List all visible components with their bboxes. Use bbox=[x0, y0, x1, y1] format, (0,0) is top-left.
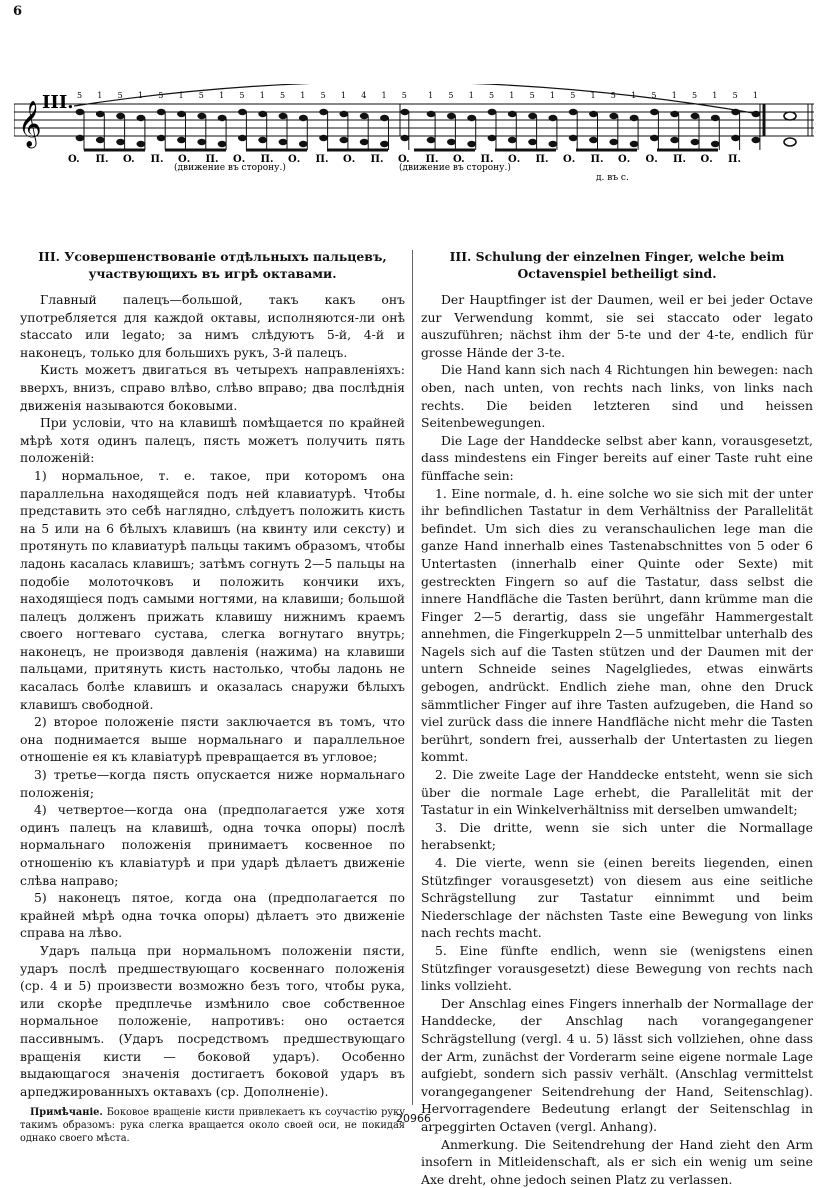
note-low bbox=[96, 137, 105, 143]
fingering-label: 5 bbox=[651, 91, 656, 100]
hand-marks-row bbox=[68, 154, 741, 165]
hand-mark: П. bbox=[426, 154, 439, 165]
hand-mark: П. bbox=[316, 154, 329, 165]
note-high bbox=[731, 109, 740, 115]
note-low bbox=[319, 135, 328, 141]
note-low bbox=[589, 137, 598, 143]
de-item-2: 2. Die zweite Lage der Handdecke entsteht, wenn sie sich über die normale Lage erhebt, die Parallelität mit der Tastatur in ein Winkelverhältniss mit derselben umwandelt; bbox=[421, 766, 813, 819]
german-column bbox=[421, 248, 813, 1188]
note-high bbox=[218, 115, 227, 121]
ru-item-4: 4) четвертое—когда она (предполагается уже хотя одинъ палецъ на клавишѣ, одна точка опоры) послѣ нормальнаго положенія принимаетъ косвенное по отношенію къ клавіатурѣ и при ударѣ дѣлаетъ движеніе слѣва направо; bbox=[20, 801, 405, 889]
hand-mark: П. bbox=[673, 154, 686, 165]
hand-mark: O. bbox=[123, 154, 135, 165]
note-low bbox=[340, 137, 349, 143]
note-high bbox=[528, 113, 537, 119]
hand-mark: П. bbox=[96, 154, 109, 165]
ru-item-1: 1) нормальное, т. е. такое, при которомъ она параллельна находящейся подъ ней клавиатурѣ. Чтобы представить это себѣ наглядно, слѣдуетъ положить кисть на 5 или на 6 бѣлыхъ клавишъ (на квинту или сексту) и протянуть по клавиатурѣ пальцы такимъ образомъ, чтобы ладонь касалась клавишъ; затѣмъ согнуть 2—5 пальцы на подобіе молоточковъ и положить кончики ихъ, находящіеся подъ самыми ногтями, на клавиши; большой палецъ долженъ прижать клавишу нижнимъ краемъ своего ногтеваго сустава, слегка вогнутаго внутрь; наконецъ, не производя давленія (нажима) на клавиши пальцами, притянуть кисть настолько, чтобы ладонь не касалась болѣе клавишъ и оказалась снаружи бѣлыхъ клавишъ свободной. bbox=[20, 467, 405, 713]
note-high bbox=[508, 111, 517, 117]
ru-paragraph-3: При условіи, что на клавишѣ помѣщается по крайней мѣрѣ хотя одинъ палецъ, пясть можетъ получить пять положеній: bbox=[20, 414, 405, 467]
note-high bbox=[650, 109, 659, 115]
music-staff bbox=[14, 84, 814, 202]
note-high bbox=[488, 109, 497, 115]
note-low bbox=[488, 135, 497, 141]
fingering-label: 1 bbox=[138, 91, 143, 100]
note-high bbox=[380, 115, 389, 121]
ru-paragraph-1: Главный палецъ—большой, такъ какъ онъ употребляется для каждой октавы, исполняются-ли онѣ staccato или legato; за нимъ слѣдуютъ 5-й, 4-й и наконецъ, только для большихъ рукъ, 3-й палецъ. bbox=[20, 291, 405, 361]
fingering-label: 1 bbox=[428, 91, 433, 100]
note-low bbox=[218, 141, 227, 147]
fingering-label: 5 bbox=[570, 91, 575, 100]
page-number: 6 bbox=[13, 4, 22, 19]
russian-heading: III. Усовершенствованіе отдѣльныхъ пальцевъ, участвующихъ въ игрѣ октавами. bbox=[20, 248, 405, 282]
note-low bbox=[400, 135, 409, 141]
note-high bbox=[340, 111, 349, 117]
note-high bbox=[467, 115, 476, 121]
hand-mark: П. bbox=[151, 154, 164, 165]
fingering-label: 5 bbox=[402, 91, 407, 100]
note-low bbox=[360, 139, 369, 145]
note-low bbox=[711, 141, 720, 147]
whole-note bbox=[784, 138, 796, 146]
column-divider bbox=[412, 250, 413, 1105]
fingering-label: 1 bbox=[712, 91, 717, 100]
note-low bbox=[137, 141, 146, 147]
fingering-label: 5 bbox=[448, 91, 453, 100]
fingering-label: 5 bbox=[199, 91, 204, 100]
fingering-label: 5 bbox=[239, 91, 244, 100]
hand-mark: П. bbox=[536, 154, 549, 165]
fingering-label: 4 bbox=[361, 91, 366, 100]
note-high bbox=[752, 111, 761, 117]
note-high bbox=[319, 109, 328, 115]
fingering-label: 1 bbox=[753, 91, 758, 100]
de-item-1: 1. Eine normale, d. h. eine solche wo sie sich mit der unter ihr befindlichen Tastatur in dem Verhältniss der Parallelität befindet. Um sich dies zu veranschaulichen lege man die ganze Hand innerhalb eines Tastenabschnittes von 5 oder 6 Untertasten (innerhalb einer Quinte oder Sexte) mit gestreckten Fingern so auf die Tastatur, dass selbst die innere Handfläche die Tasten berührt, dann krümme man die Finger 2—5 derartig, dass sie ungefähr Hammergestalt annehmen, die Fingerkuppeln 2—5 unmittelbar unterhalb des Nagels sich auf die Tasten stützen und der Daumen mit der untern Schneide seines Nagelgliedes, etwas einwärts gebogen, andrückt. Endlich ziehe man, ohne den Druck sämmtlicher Finger auf ihre Tasten aufzugeben, die Hand so viel zurück dass die innere Handfläche nicht mehr die Tasten berührt, sondern frei, ausserhalb der Untertasten zu liegen kommt. bbox=[421, 485, 813, 767]
note-low bbox=[238, 135, 247, 141]
russian-column bbox=[20, 248, 405, 1145]
note-low bbox=[467, 141, 476, 147]
note-high bbox=[279, 113, 288, 119]
ru-item-2: 2) второе положеніе пясти заключается въ томъ, что она поднимается выше нормальнаго и параллельное отношеніе ея къ клавіатурѣ превращается въ угловое; bbox=[20, 713, 405, 766]
fingering-label: 5 bbox=[692, 91, 697, 100]
note-low bbox=[157, 135, 166, 141]
note-high bbox=[569, 109, 578, 115]
note-low bbox=[76, 135, 85, 141]
de-paragraph-3: Die Lage der Handdecke selbst aber kann, vorausgesetzt, dass mindestens ein Finger bereits auf einer Taste ruht eine fünffache sein: bbox=[421, 432, 813, 485]
note-high bbox=[258, 111, 267, 117]
hand-mark: О. bbox=[563, 154, 575, 165]
fingering-label: 1 bbox=[672, 91, 677, 100]
hand-mark: П. bbox=[206, 154, 219, 165]
fingering-label: 1 bbox=[97, 91, 102, 100]
hand-mark: О. bbox=[508, 154, 520, 165]
note-low bbox=[691, 139, 700, 145]
note-low bbox=[609, 139, 618, 145]
ru-note-label: Примѣчаніе. bbox=[30, 1107, 103, 1118]
hand-mark: О. bbox=[288, 154, 300, 165]
note-low bbox=[752, 137, 761, 143]
de-item-5: 5. Eine fünfte endlich, wenn sie (wenigstens einen Stützfinger vorausgesetzt) diese Bewegung von rechts nach links vollzieht. bbox=[421, 942, 813, 995]
fingering-label: 1 bbox=[382, 91, 387, 100]
note-low bbox=[427, 137, 436, 143]
de-note: Anmerkung. Die Seitendrehung der Hand zieht den Arm insofern in Mitleidenschaft, als er sich ein wenig um seine Axe dreht, ohne jedoch seinen Platz zu verlassen. bbox=[421, 1136, 813, 1188]
note-high bbox=[609, 113, 618, 119]
hand-mark: O. bbox=[68, 154, 80, 165]
fingering-label: 1 bbox=[631, 91, 636, 100]
note-high bbox=[447, 113, 456, 119]
note-high bbox=[360, 113, 369, 119]
hand-mark: О. bbox=[701, 154, 713, 165]
note-high bbox=[549, 115, 558, 121]
fingering-label: 5 bbox=[158, 91, 163, 100]
fingering-label: 1 bbox=[509, 91, 514, 100]
whole-note bbox=[784, 112, 796, 120]
note-high bbox=[400, 109, 409, 115]
fingering-label: 1 bbox=[260, 91, 265, 100]
hand-mark: П. bbox=[591, 154, 604, 165]
note-low bbox=[549, 141, 558, 147]
note-high bbox=[630, 115, 639, 121]
fingering-label: 5 bbox=[321, 91, 326, 100]
hand-mark: O. bbox=[453, 154, 465, 165]
note-high bbox=[427, 111, 436, 117]
note-high bbox=[589, 111, 598, 117]
hand-mark: П. bbox=[481, 154, 494, 165]
fingering-label: 5 bbox=[530, 91, 535, 100]
note-low bbox=[279, 139, 288, 145]
german-heading: III. Schulung der einzelnen Finger, welche beim Octavenspiel betheiligt sind. bbox=[421, 248, 813, 282]
note-low bbox=[447, 139, 456, 145]
ru-closing: Ударъ пальца при нормальномъ положеніи пясти, ударъ послѣ предшествующаго косвеннаго положенія (ср. 4 и 5) произвести возможно безъ того, чтобы рука, или скорѣе предплечье измѣнило свое собственное нормальное положеніе, напротивъ: оно остается пассивнымъ. (Ударъ посредствомъ предшествующаго вращенія кисти — боковой ударъ). Особенно выдающагося значенія достигаетъ боковой ударъ въ арпеджированныхъ октавахъ (ср. Дополненіе). bbox=[20, 942, 405, 1100]
fingering-label: 5 bbox=[733, 91, 738, 100]
hand-mark: О. bbox=[343, 154, 355, 165]
note-high bbox=[197, 113, 206, 119]
fingering-label: 1 bbox=[179, 91, 184, 100]
fingering-label: 5 bbox=[611, 91, 616, 100]
note-low bbox=[528, 139, 537, 145]
note-high bbox=[238, 109, 247, 115]
fingering-label: 1 bbox=[219, 91, 224, 100]
note-low bbox=[508, 137, 517, 143]
hand-mark: П. bbox=[261, 154, 274, 165]
fingering-label: 5 bbox=[489, 91, 494, 100]
note-high bbox=[96, 111, 105, 117]
de-item-3: 3. Die dritte, wenn sie sich unter die Normallage herabsenkt; bbox=[421, 819, 813, 854]
note-high bbox=[177, 111, 186, 117]
note-low bbox=[299, 141, 308, 147]
fingering-label: 5 bbox=[280, 91, 285, 100]
ru-paragraph-2: Кисть можетъ двигаться въ четырехъ направленіяхъ: вверхъ, внизъ, справо влѣво, слѣво вправо; два послѣднія движенія называются боковыми. bbox=[20, 361, 405, 414]
hand-mark: П. bbox=[728, 154, 741, 165]
note-high bbox=[116, 113, 125, 119]
note-high bbox=[137, 115, 146, 121]
note-high bbox=[76, 109, 85, 115]
note-high bbox=[299, 115, 308, 121]
de-closing: Der Anschlag eines Fingers innerhalb der Normallage der Handdecke, der Anschlag nach vorangegangener Schrägstellung (vergl. 4 u. 5) lässt sich vollziehen, ohne dass der Arm, zunächst der Vorderarm seine eigene normale Lage aufgiebt, sondern sich passiv verhält. (Anschlag vermittelst vorangegangener Seitendrehung der Hand, Seitenschlag). Hervorragendere Bedeutung erlangt der Seitenschlag in arpeggirten Octaven (vergl. Anhang). bbox=[421, 995, 813, 1136]
hand-mark: П. bbox=[371, 154, 384, 165]
hand-mark: О. bbox=[646, 154, 658, 165]
fingering-label: 1 bbox=[341, 91, 346, 100]
fingering-label: 1 bbox=[591, 91, 596, 100]
note-low bbox=[731, 135, 740, 141]
note-low bbox=[670, 137, 679, 143]
de-paragraph-1: Der Hauptfinger ist der Daumen, weil er bei jeder Octave zur Verwendung kommt, sie sei staccato oder legato auszuführen; nächst ihm der 5-te und der 4-te, endlich für grosse Hände der 3-te. bbox=[421, 291, 813, 361]
note-high bbox=[711, 115, 720, 121]
section-label: III. bbox=[42, 92, 74, 113]
fingering-label: 5 bbox=[118, 91, 123, 100]
note-low bbox=[630, 141, 639, 147]
de-paragraph-2: Die Hand kann sich nach 4 Richtungen hin bewegen: nach oben, nach unten, von rechts nach links, von links nach rechts. Die beiden letzteren sind und heissen Seitenbewegungen. bbox=[421, 361, 813, 431]
annotation-right: д. въ с. bbox=[596, 173, 629, 183]
fingering-label: 1 bbox=[300, 91, 305, 100]
hand-mark: О. bbox=[618, 154, 630, 165]
annotation-mid: (движение въ сторону.) bbox=[399, 162, 511, 173]
note-low bbox=[569, 135, 578, 141]
ru-note-text: Боковое вращеніе кисти привлекаетъ къ соучастію руку такимъ образомъ: рука слегка вращается около своей оси, не покидая однако своего мѣста. bbox=[20, 1107, 405, 1144]
note-low bbox=[197, 139, 206, 145]
ru-item-5: 5) наконецъ пятое, когда она (предполагается по крайней мѣрѣ одна точка опоры) дѣлаетъ это движеніе справа на лѣво. bbox=[20, 889, 405, 942]
fingering-label: 1 bbox=[469, 91, 474, 100]
note-high bbox=[670, 111, 679, 117]
note-low bbox=[177, 137, 186, 143]
note-low bbox=[116, 139, 125, 145]
hand-mark: О. bbox=[178, 154, 190, 165]
treble-clef-icon: 𝄞 bbox=[18, 101, 42, 149]
hand-mark: O. bbox=[398, 154, 410, 165]
plate-number: 20966 bbox=[0, 1112, 827, 1125]
note-low bbox=[258, 137, 267, 143]
annotation-left: (движение въ сторону.) bbox=[174, 162, 286, 173]
fingering-label: 5 bbox=[77, 91, 82, 100]
note-high bbox=[691, 113, 700, 119]
ru-item-3: 3) третье—когда пясть опускается ниже нормальнаго положенія; bbox=[20, 766, 405, 801]
note-low bbox=[650, 135, 659, 141]
de-item-4: 4. Die vierte, wenn sie (einen bereits liegenden, einen Stützfinger vorausgesetzt) von diesem aus eine seitliche Schrägstellung zur Tastatur einnimmt und beim Niederschlage der nächsten Taste eine Bewegung von links nach rechts macht. bbox=[421, 854, 813, 942]
fingering-label: 1 bbox=[550, 91, 555, 100]
note-low bbox=[380, 141, 389, 147]
note-high bbox=[157, 109, 166, 115]
hand-mark: О. bbox=[233, 154, 245, 165]
